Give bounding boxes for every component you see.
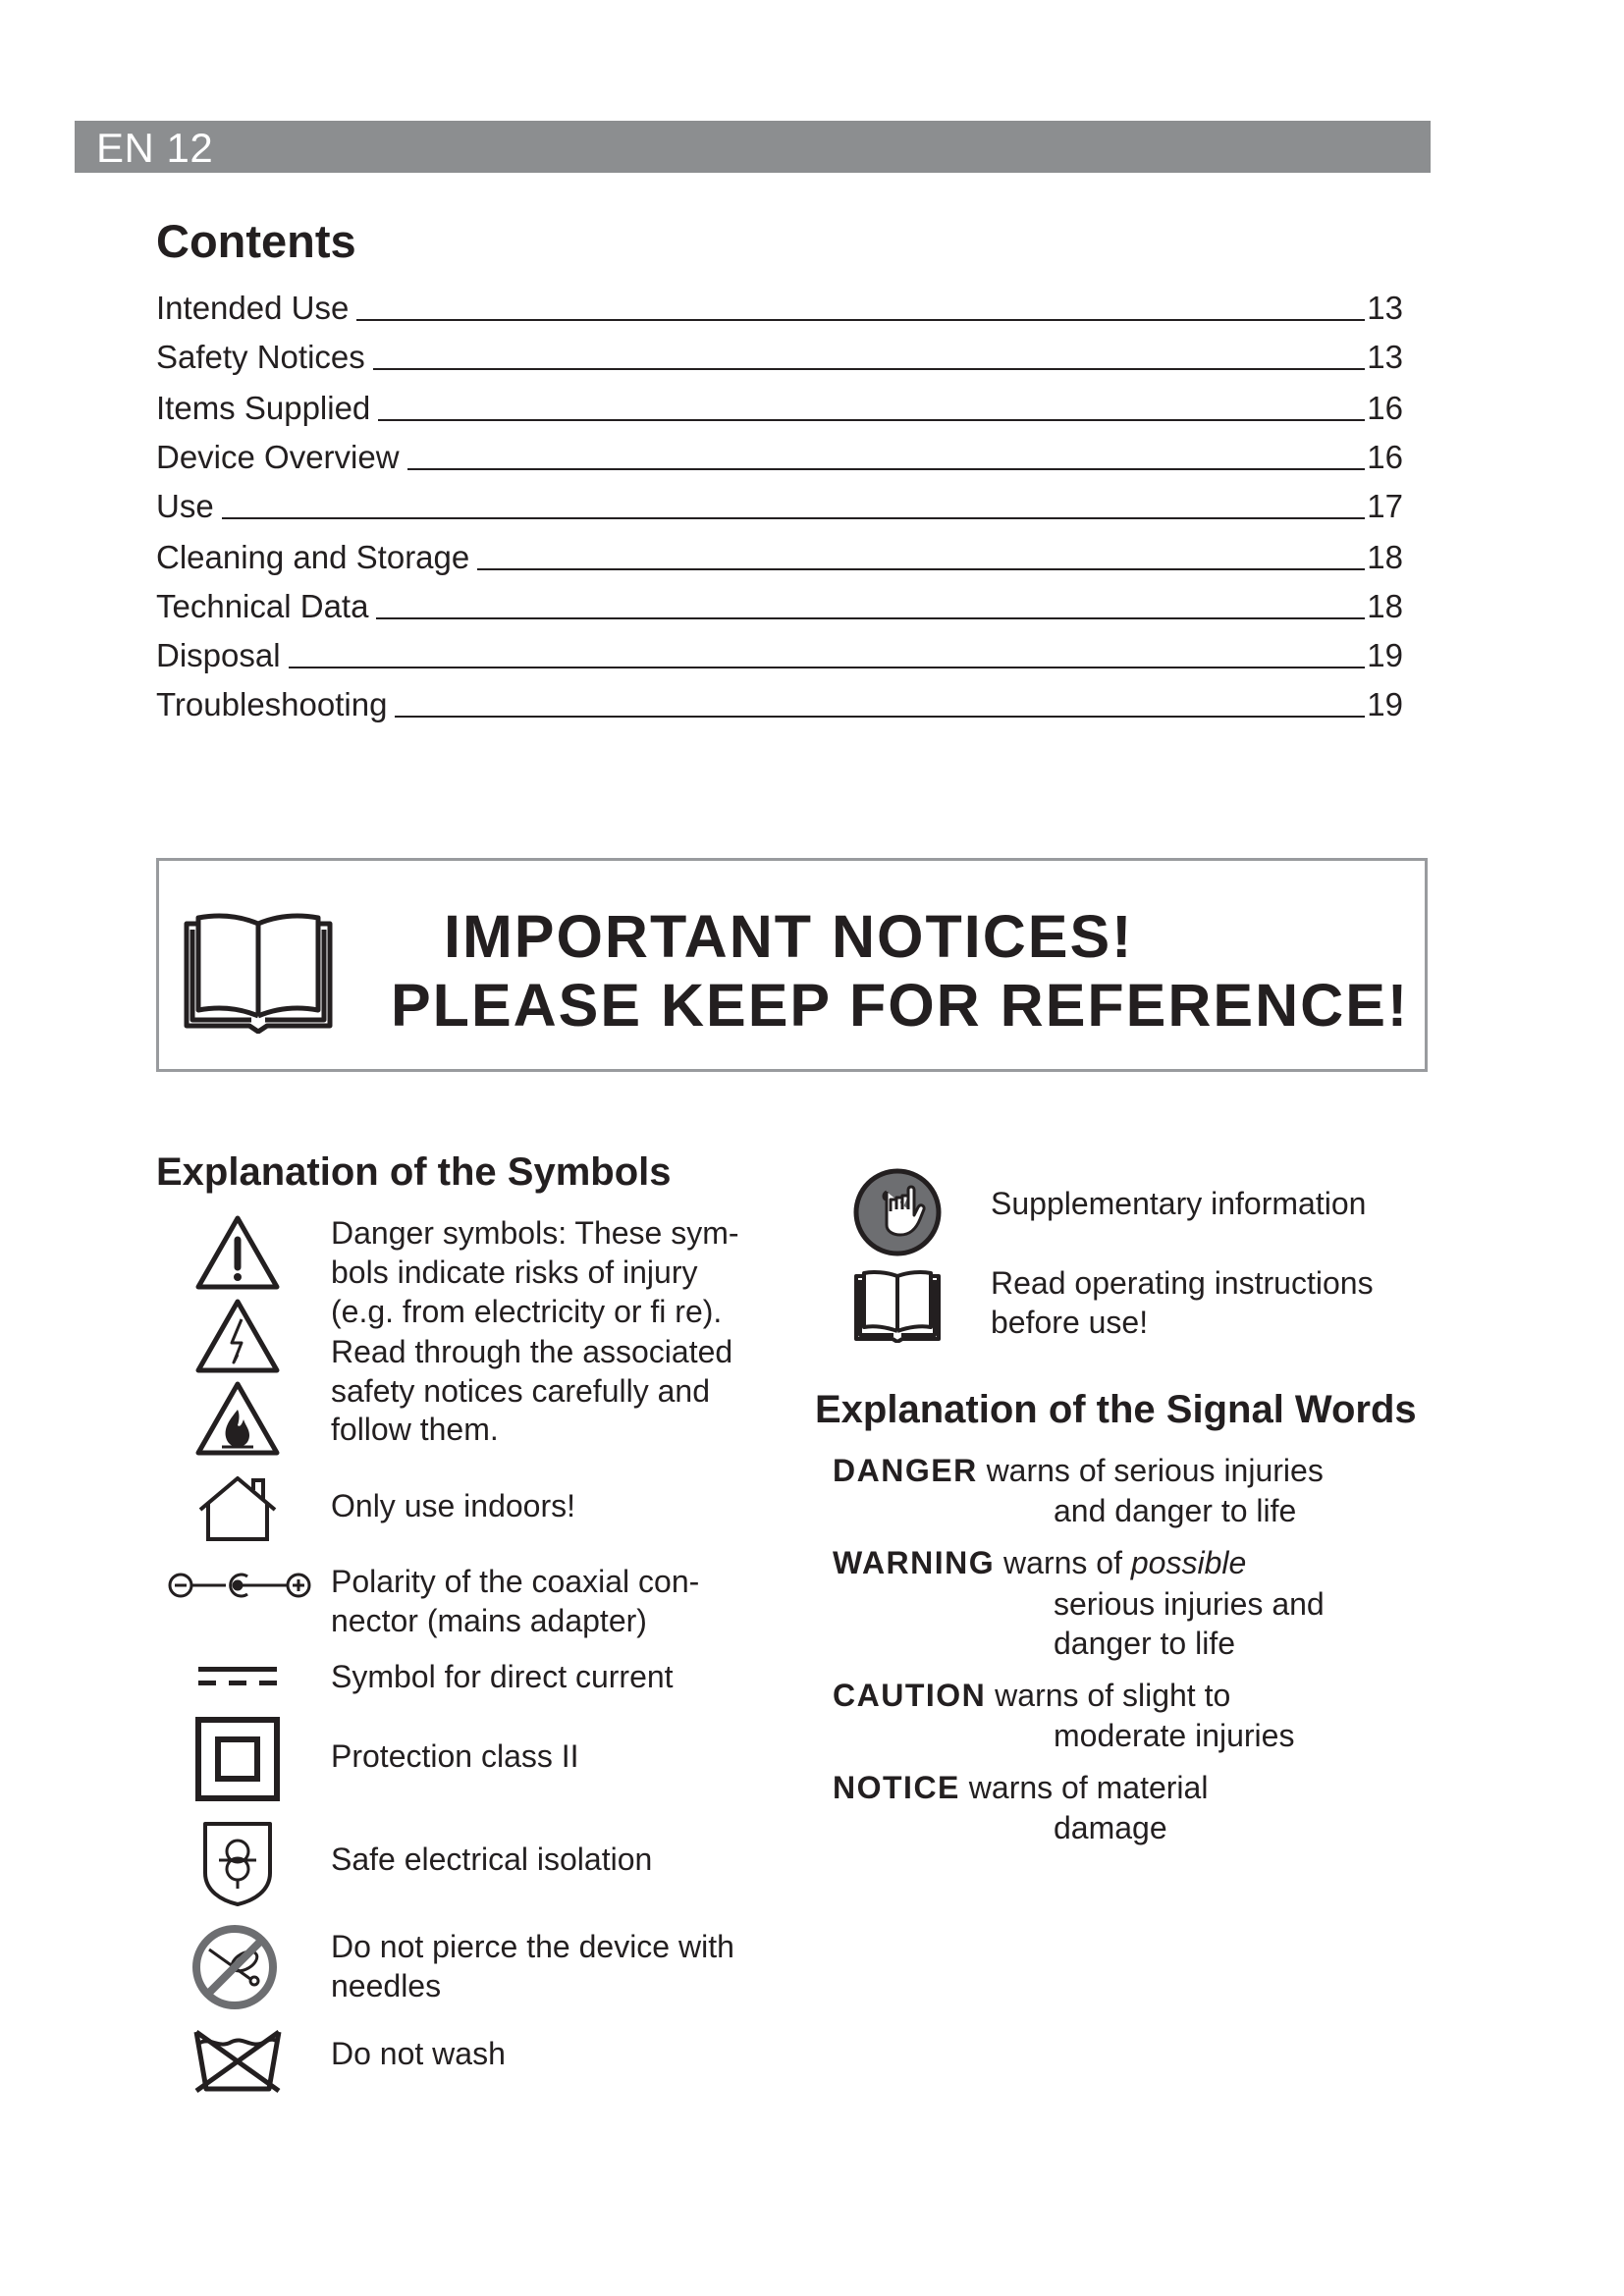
needles-text-line: Do not pierce the device with	[331, 1929, 734, 1964]
read-instructions-book-icon	[852, 1266, 943, 1343]
signal-word-description: warns of serious injuries	[986, 1453, 1324, 1488]
indoor-house-icon	[194, 1474, 281, 1543]
signal-word-warning	[833, 1543, 1246, 1583]
toc-title: Disposal	[156, 637, 281, 673]
signal-word-label: CAUTION	[833, 1678, 987, 1713]
toc-page-number: 16	[1367, 439, 1403, 475]
polarity-text-line: Polarity of the coaxial con-	[331, 1564, 700, 1599]
signal-word-description: warns of material	[968, 1770, 1209, 1805]
toc-entry-device-overview[interactable]	[156, 437, 1403, 476]
toc-entry-use[interactable]	[156, 486, 1403, 525]
signal-word-danger	[833, 1451, 1324, 1491]
toc-leader	[407, 467, 1366, 470]
page-number-label: EN 12	[96, 125, 214, 171]
toc-leader	[395, 715, 1365, 718]
toc-title: Device Overview	[156, 439, 400, 475]
notice-heading-line-2: PLEASE KEEP FOR REFERENCE!	[391, 972, 1410, 1039]
electricity-hazard-icon	[194, 1298, 281, 1376]
symbols-heading: Explanation of the Symbols	[156, 1150, 672, 1194]
toc-title: Technical Data	[156, 588, 369, 624]
danger-symbols-text-line: bols indicate risks of injury	[331, 1255, 698, 1290]
no-needles-icon	[189, 1922, 280, 2012]
protection-class-ii-icon	[194, 1716, 281, 1802]
supplementary-info-hand-icon	[851, 1166, 944, 1258]
toc-entry-troubleshooting[interactable]	[156, 684, 1403, 723]
toc-entry-items-supplied[interactable]	[156, 388, 1403, 427]
signal-word-description-cont: moderate injuries	[1054, 1718, 1295, 1753]
open-book-icon	[181, 906, 336, 1034]
signal-word-notice	[833, 1768, 1208, 1808]
toc-leader	[373, 367, 1366, 370]
signal-word-label: WARNING	[833, 1545, 996, 1580]
signal-word-description: warns of slight to	[995, 1678, 1231, 1713]
danger-symbols-text-line: safety notices carefully and	[331, 1373, 710, 1409]
toc-leader	[289, 666, 1366, 668]
protection-class-text: Protection class II	[331, 1738, 579, 1774]
direct-current-icon	[194, 1663, 281, 1690]
safety-isolation-transformer-icon	[199, 1818, 276, 1908]
toc-leader	[222, 516, 1366, 519]
signal-word-label: DANGER	[833, 1453, 978, 1488]
signal-word-label: NOTICE	[833, 1770, 960, 1805]
needles-text-line: needles	[331, 1968, 442, 2003]
toc-page-number: 18	[1367, 588, 1403, 624]
indoors-text: Only use indoors!	[331, 1488, 576, 1523]
important-notice-box	[156, 858, 1428, 1072]
toc-page-number: 13	[1367, 339, 1403, 375]
toc-title: Cleaning and Storage	[156, 539, 470, 575]
toc-title: Items Supplied	[156, 390, 371, 426]
toc-page-number: 18	[1367, 539, 1403, 575]
toc-leader	[376, 616, 1365, 619]
direct-current-text: Symbol for direct current	[331, 1659, 674, 1694]
toc-page-number: 17	[1367, 488, 1403, 524]
toc-page-number: 16	[1367, 390, 1403, 426]
signal-words-heading: Explanation of the Signal Words	[815, 1388, 1417, 1431]
danger-symbols-text-line: (e.g. from electricity or fi re).	[331, 1294, 723, 1329]
page-header-bar	[75, 121, 1431, 173]
toc-leader	[477, 567, 1365, 570]
toc-page-number: 19	[1367, 686, 1403, 722]
toc-entry-cleaning-and-storage[interactable]	[156, 537, 1403, 576]
toc-title: Use	[156, 488, 214, 524]
signal-word-description-cont: damage	[1054, 1810, 1167, 1845]
signal-word-description: warns of	[1003, 1545, 1131, 1580]
toc-title: Safety Notices	[156, 339, 365, 375]
no-wash-text: Do not wash	[331, 2036, 506, 2071]
toc-title: Troubleshooting	[156, 686, 388, 722]
do-not-wash-icon	[192, 2028, 283, 2095]
toc-leader	[378, 418, 1365, 421]
contents-heading: Contents	[156, 215, 356, 267]
toc-page-number: 19	[1367, 637, 1403, 673]
toc-leader	[356, 318, 1365, 321]
danger-symbols-text-line: Danger symbols: These sym-	[331, 1215, 739, 1251]
notice-heading-line-1: IMPORTANT NOTICES!	[444, 903, 1134, 970]
danger-symbols-text-line: follow them.	[331, 1412, 499, 1447]
warning-triangle-icon	[194, 1214, 281, 1293]
signal-word-description-cont: and danger to life	[1054, 1493, 1297, 1528]
toc-entry-intended-use[interactable]	[156, 288, 1403, 327]
polarity-icon	[167, 1569, 312, 1602]
signal-word-emphasis: possible	[1130, 1545, 1247, 1580]
signal-word-caution	[833, 1676, 1230, 1716]
read-instructions-text-line: before use!	[991, 1305, 1149, 1340]
toc-entry-technical-data[interactable]	[156, 586, 1403, 625]
toc-page-number: 13	[1367, 290, 1403, 326]
toc-entry-safety-notices[interactable]	[156, 337, 1403, 376]
safe-isolation-text: Safe electrical isolation	[331, 1842, 653, 1877]
toc-entry-disposal[interactable]	[156, 635, 1403, 674]
polarity-text-line: nector (mains adapter)	[331, 1603, 647, 1638]
danger-symbols-text-line: Read through the associated	[331, 1334, 733, 1369]
signal-word-description-cont: serious injuries and	[1054, 1586, 1325, 1622]
read-instructions-text-line: Read operating instructions	[991, 1265, 1374, 1301]
fire-hazard-icon	[194, 1380, 281, 1459]
signal-word-description-cont: danger to life	[1054, 1626, 1236, 1661]
toc-title: Intended Use	[156, 290, 350, 326]
supplementary-info-text: Supplementary information	[991, 1186, 1367, 1221]
